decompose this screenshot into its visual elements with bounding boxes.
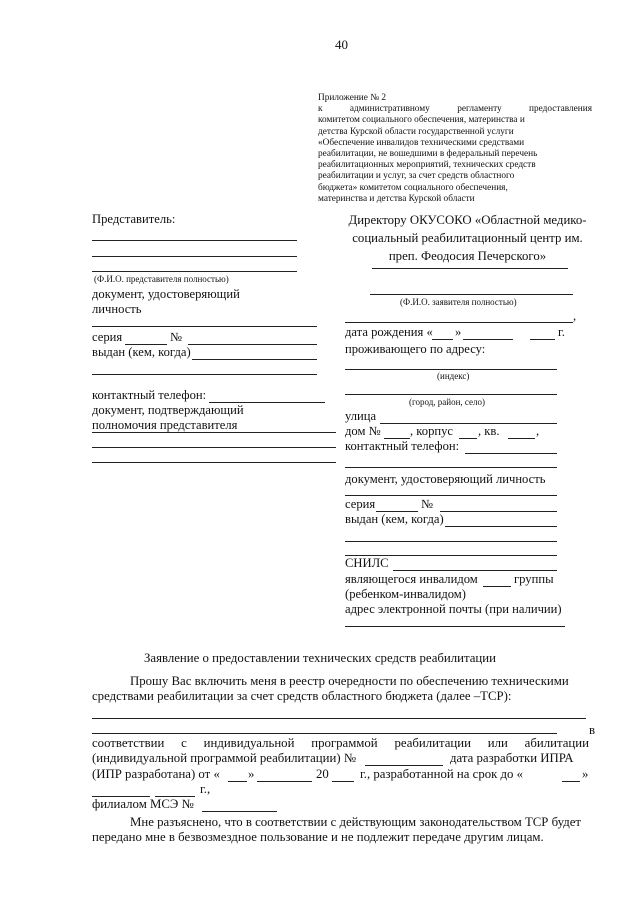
rep-authority-label-1: документ, подтверждающий <box>92 403 244 417</box>
applicant-number-input[interactable] <box>440 511 557 512</box>
snils-input[interactable] <box>393 570 557 571</box>
appendix-line: бюджета» комитетом социального обеспечения, <box>318 182 508 193</box>
rep-issued-input[interactable] <box>192 359 317 360</box>
body-p3-line2: передано мне в безвозмездное пользование и не подлежит передаче другим лицам. <box>92 830 544 844</box>
body-p2-line4: г., <box>200 782 211 796</box>
director-line: социальный реабилитационный центр им. <box>352 231 583 245</box>
rep-id-doc-label-2: личность <box>92 302 142 316</box>
birth-date-label: дата рождения « <box>345 325 433 339</box>
applicant-issued-label: выдан (кем, когда) <box>345 512 444 526</box>
applicant-phone-input[interactable] <box>465 453 557 454</box>
appendix-header <box>318 93 592 205</box>
appendix-line: Приложение № 2 <box>318 93 387 103</box>
street-input[interactable] <box>380 423 557 424</box>
applicant-number-label: № <box>421 497 434 511</box>
building-label: , корпус <box>410 424 453 438</box>
city-line[interactable] <box>345 394 557 395</box>
rep-issued-label: выдан (кем, когда) <box>92 345 191 359</box>
street-label: улица <box>345 409 377 423</box>
tsr-line-1[interactable] <box>92 718 586 719</box>
body-p1-line1: Прошу Вас включить меня в реестр очередности по обеспечению техническими <box>130 674 569 688</box>
director-name-line[interactable] <box>372 268 568 269</box>
ipra-number-input[interactable] <box>365 765 443 766</box>
index-line[interactable] <box>345 369 557 370</box>
birth-quote: » <box>455 325 462 339</box>
rep-phone-label: контактный телефон: <box>92 388 207 402</box>
applicant-fio-line[interactable] <box>370 294 573 295</box>
appendix-line: реабилитационных мероприятий, технических средств <box>318 160 536 171</box>
birth-year-input[interactable] <box>530 339 555 340</box>
rep-id-doc-line[interactable] <box>92 326 317 327</box>
director-line: преп. Феодосия Печерского» <box>388 249 547 263</box>
representative-line-1[interactable] <box>92 240 297 241</box>
rep-authority-line-3[interactable] <box>92 462 336 463</box>
director-line: Директору ОКУСОКО «Областной медико- <box>348 213 587 227</box>
birth-day-input[interactable] <box>432 339 453 340</box>
representative-fio-caption: (Ф.И.О. представителя полностью) <box>94 274 229 284</box>
appendix-line: детства Курской области государственной услуги <box>318 126 514 137</box>
applicant-id-doc-label: документ, удостоверяющий личность <box>345 472 546 486</box>
rep-series-label: серия <box>92 330 123 344</box>
representative-line-3[interactable] <box>92 271 297 272</box>
branch-number-input[interactable] <box>202 811 277 812</box>
email-input[interactable] <box>345 626 565 627</box>
rep-authority-line-1[interactable] <box>92 432 336 433</box>
apartment-label: , кв. <box>478 424 500 438</box>
birth-year-suffix: г. <box>558 325 565 339</box>
branch-label: филиалом МСЭ № <box>92 797 194 811</box>
rep-id-doc-label-1: документ, удостоверяющий <box>92 287 240 301</box>
rep-issued-line-2[interactable] <box>92 374 317 375</box>
applicant-fio-line-2[interactable] <box>345 322 573 323</box>
birth-month-input[interactable] <box>463 339 513 340</box>
applicant-issued-line-2[interactable] <box>345 541 557 542</box>
representative-line-2[interactable] <box>92 256 297 257</box>
appendix-line: реабилитации, не вошедшими в федеральный перечень <box>318 149 538 160</box>
applicant-phone-line-2[interactable] <box>345 467 557 468</box>
tsr-line-2[interactable] <box>92 733 557 734</box>
term-day-input[interactable] <box>562 781 580 782</box>
apartment-input[interactable] <box>508 438 535 439</box>
body-p2-line2-b: дата разработки ИПРА <box>450 751 574 765</box>
appendix-line: комитетом социального обеспечения, материнства и <box>318 115 525 126</box>
representative-label: Представитель: <box>92 212 176 226</box>
house-label: дом № <box>345 424 381 438</box>
body-p2-line3-b: » <box>248 767 255 781</box>
application-title: Заявление о предоставлении технических средств реабилитации <box>144 651 496 665</box>
rep-number-input[interactable] <box>188 344 317 345</box>
ipra-month-input[interactable] <box>257 781 312 782</box>
applicant-fio-caption: (Ф.И.О. заявителя полностью) <box>400 297 517 307</box>
ipra-day-input[interactable] <box>228 781 247 782</box>
residing-label: проживающего по адресу: <box>345 342 486 356</box>
apartment-comma: , <box>536 424 540 438</box>
city-caption: (город, район, село) <box>409 397 485 407</box>
rep-number-label: № <box>170 330 183 344</box>
body-p2-line3-d: г., разработанной на срок до « <box>360 767 524 781</box>
index-caption: (индекс) <box>437 371 470 381</box>
appendix-line: «Обеспечение инвалидов техническими средствами <box>318 137 525 148</box>
body-p3-line1: Мне разъяснено, что в соответствии с действующим законодательством ТСР будет <box>130 815 582 829</box>
appendix-line: реабилитации и услуг, за счет средств областного <box>318 171 515 182</box>
body-p2-line3-c: 20 <box>316 767 329 781</box>
disabled-label: являющегося инвалидом <box>345 572 478 586</box>
snils-label: СНИЛС <box>345 556 389 570</box>
fio-comma: , <box>573 309 577 323</box>
email-label: адрес электронной почты (при наличии) <box>345 602 562 616</box>
building-input[interactable] <box>459 438 477 439</box>
applicant-phone-label: контактный телефон: <box>345 439 460 453</box>
rep-authority-label-2: полномочия представителя <box>92 418 238 432</box>
body-p2-line1: соответствии с индивидуальной программой реабилитации или абилитации <box>92 736 589 750</box>
disability-group-input[interactable] <box>483 586 511 587</box>
child-disabled-label: (ребенком-инвалидом) <box>345 587 466 601</box>
applicant-series-label: серия <box>345 497 376 511</box>
ipra-year-input[interactable] <box>332 781 354 782</box>
group-label: группы <box>514 572 554 586</box>
page-number: 40 <box>335 37 348 52</box>
applicant-id-doc-line[interactable] <box>345 495 557 496</box>
body-p2-line2-a: (индивидуальной программой реабилитации) № <box>92 751 357 765</box>
body-p2-line3-a: (ИПР разработана) от « <box>92 767 220 781</box>
body-p1-line2: средствами реабилитации за счет средств областного бюджета (далее –ТСР): <box>92 689 512 703</box>
appendix-line: материнства и детства Курской области <box>318 193 475 204</box>
body-p2-line3-e: » <box>582 767 589 781</box>
director-address <box>345 211 590 265</box>
appendix-line: к административному регламенту предоставления <box>318 104 592 115</box>
body-v-char: в <box>589 723 596 737</box>
applicant-issued-input[interactable] <box>445 526 557 527</box>
rep-authority-line-2[interactable] <box>92 447 336 448</box>
